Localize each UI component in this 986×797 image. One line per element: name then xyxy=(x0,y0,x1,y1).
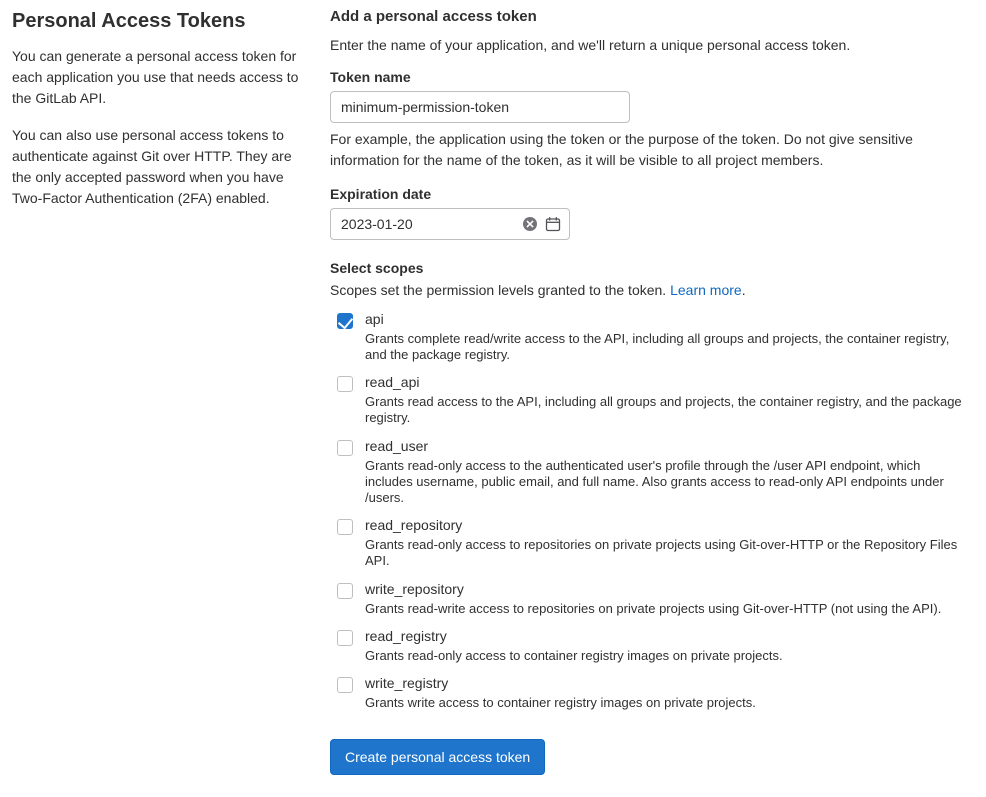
scope-row xyxy=(330,373,966,434)
scope-description-write_repository: Grants read-write access to repositories on private projects using Git-over-HTTP (not using the API). xyxy=(365,600,942,616)
scope-label-read_user[interactable]: read_user xyxy=(365,437,429,454)
scope-description-read_api: Grants read access to the API, including all groups and projects, the container registry, and the package registry. xyxy=(365,394,962,426)
scope-label-read_repository[interactable]: read_repository xyxy=(365,517,463,534)
scope-description-api: Grants complete read/write access to the API, including all groups and projects, the container registry, and the package registry. xyxy=(365,330,950,363)
scope-description-read_registry: Grants read-only access to container registry images on private projects. xyxy=(365,647,783,663)
scope-text xyxy=(365,627,966,672)
scope-text xyxy=(365,310,966,371)
scope-label-read_api[interactable]: read_api xyxy=(365,374,420,391)
token-name-input[interactable] xyxy=(330,91,630,123)
page-title: Personal Access Tokens xyxy=(12,10,246,32)
scopes-section xyxy=(330,260,966,775)
scopes-learn-more-link[interactable]: Learn more xyxy=(670,281,742,298)
form-subheading: Enter the name of your application, and we'll return a unique personal access token. xyxy=(330,37,851,53)
scope-text xyxy=(365,373,966,434)
clear-circle-icon[interactable] xyxy=(522,216,538,232)
select-scopes-label: Select scopes xyxy=(330,259,424,276)
scope-text xyxy=(365,580,966,625)
token-name-label: Token name xyxy=(330,69,411,86)
scope-label-read_registry[interactable]: read_registry xyxy=(365,627,447,644)
info-paragraph-1: You can generate a personal access token for each application you use that needs access to the GitLab API. xyxy=(12,48,299,106)
scope-checkbox-write_registry[interactable] xyxy=(337,677,353,693)
scope-label-write_repository[interactable]: write_repository xyxy=(365,580,464,597)
scope-text xyxy=(365,516,966,577)
scope-row xyxy=(330,437,966,515)
scopes-description-suffix: . xyxy=(741,281,746,298)
scope-row xyxy=(330,516,966,577)
form-heading: Add a personal access token xyxy=(330,8,537,25)
scope-checkbox-read_api[interactable] xyxy=(337,376,353,392)
scope-row xyxy=(330,310,966,371)
scope-text xyxy=(365,674,966,719)
scope-description-write_registry: Grants write access to container registry images on private projects. xyxy=(365,694,756,710)
scope-checkbox-api[interactable] xyxy=(337,313,353,329)
expiration-date-field xyxy=(330,208,570,240)
scope-row xyxy=(330,627,966,672)
scopes-list xyxy=(330,310,966,719)
scope-checkbox-read_registry[interactable] xyxy=(337,630,353,646)
info-paragraph-2: You can also use personal access tokens to authenticate against Git over HTTP. They are the only accepted password when you have Two-Factor Authentication (2FA) enabled. xyxy=(12,127,292,206)
scope-checkbox-read_user[interactable] xyxy=(337,440,353,456)
scopes-description xyxy=(330,282,966,298)
info-column xyxy=(0,0,330,775)
expiration-date-label: Expiration date xyxy=(330,185,432,202)
scope-checkbox-write_repository[interactable] xyxy=(337,583,353,599)
scope-row xyxy=(330,674,966,719)
scope-description-read_user: Grants read-only access to the authenticated user's profile through the /user API endpoint, which includes username, public email, and full name. Also grants access to read-only API endpoints under /users. xyxy=(365,457,944,506)
scope-label-write_registry[interactable]: write_registry xyxy=(365,674,449,691)
scope-checkbox-read_repository[interactable] xyxy=(337,519,353,535)
scope-text xyxy=(365,437,966,515)
scopes-description-text: Scopes set the permission levels granted to the token. xyxy=(330,281,667,298)
scope-label-api[interactable]: api xyxy=(365,310,384,327)
token-name-help: For example, the application using the token or the purpose of the token. Do not give sensitive information for the name of the token, as it will be visible to all project members. xyxy=(330,131,913,168)
scope-description-read_repository: Grants read-only access to repositories on private projects using Git-over-HTTP or the Repository Files API. xyxy=(365,537,958,569)
token-form-column xyxy=(330,0,986,775)
create-personal-access-token-button[interactable]: Create personal access token xyxy=(330,739,545,775)
calendar-icon[interactable] xyxy=(545,216,561,232)
scope-row xyxy=(330,580,966,625)
